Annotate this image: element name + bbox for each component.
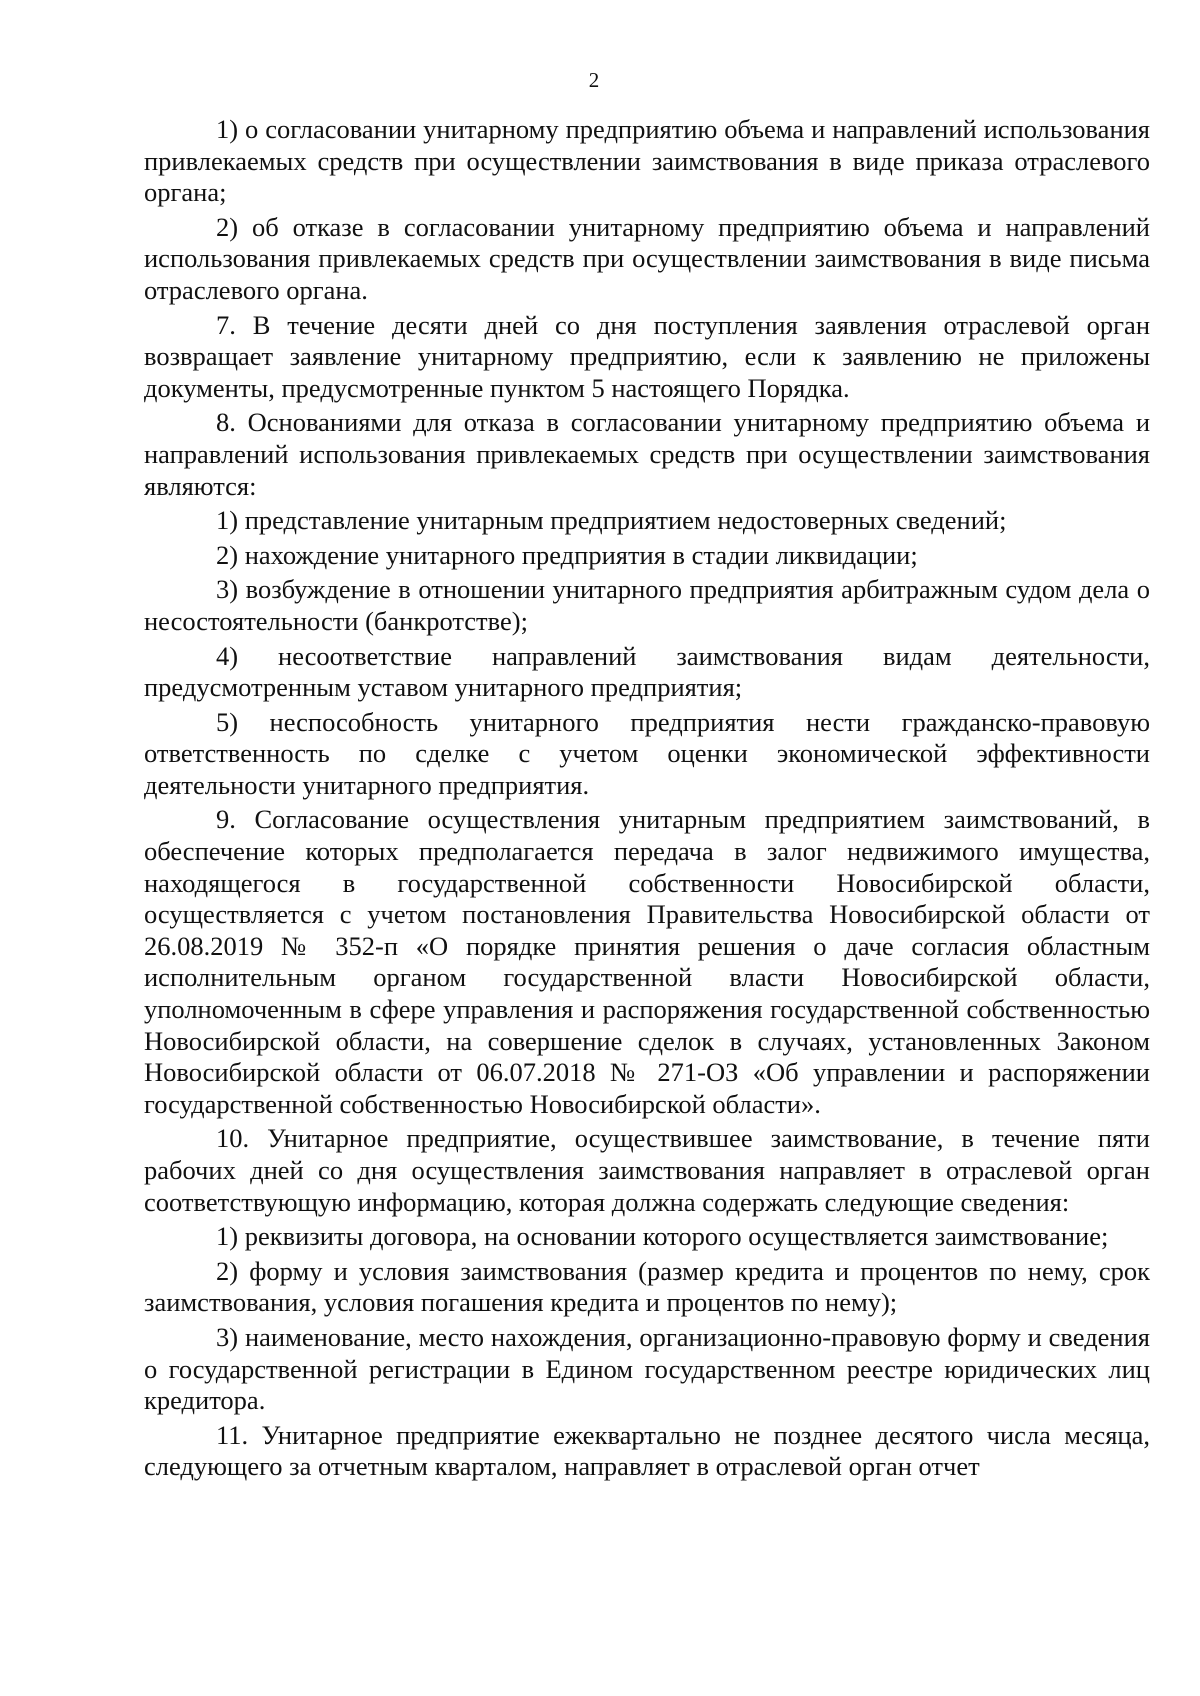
paragraph-item-8-sub-2: 2) нахождение унитарного предприятия в стадии ликвидации; <box>216 539 918 570</box>
paragraph-item-10-sub-2: 2) форму и условия заимствования (размер кредита и процентов по нему, срок заимствования, условия погашения кредита и процентов по нему); <box>144 1255 1150 1318</box>
paragraph-item-8-sub-4: 4) несоответствие направлений заимствования видам деятельности, предусмотренным уставом унитарного предприятия; <box>144 640 1150 703</box>
paragraph-decision-approve: 1) о согласовании унитарному предприятию объема и направлений использования привлекаемых средств при осуществлении заимствования в виде приказа отраслевого органа; <box>144 114 1150 208</box>
paragraph-item-8-sub-3: 3) возбуждение в отношении унитарного предприятия арбитражным судом дела о несостоятельности (банкротстве); <box>144 574 1150 636</box>
paragraph-item-7: 7. В течение десяти дней со дня поступления заявления отраслевой орган возвращает заявление унитарному предприятию, если к заявлению не приложены документы, предусмотренные пунктом 5 настоящего Порядка. <box>144 309 1150 403</box>
paragraph-item-10: 10. Унитарное предприятие, осуществившее заимствование, в течение пяти рабочих дней со дня осуществления заимствования направляет в отраслевой орган соответствующую информацию, которая должна содержать следующие сведения: <box>144 1123 1150 1217</box>
paragraph-item-10-sub-1: 1) реквизиты договора, на основании которого осуществляется заимствование; <box>216 1221 1109 1252</box>
paragraph-item-8-sub-5: 5) неспособность унитарного предприятия нести гражданско-правовую ответственность по сделке с учетом оценки экономической эффективности деятельности унитарного предприятия. <box>144 706 1150 800</box>
paragraph-item-10-sub-3: 3) наименование, место нахождения, организационно-правовую форму и сведения о государственной регистрации в Едином государственном реестре юридических лиц кредитора. <box>144 1321 1150 1416</box>
paragraph-item-11: 11. Унитарное предприятие ежеквартально не позднее десятого числа месяца, следующего за отчетным кварталом, направляет в отраслевой орган отчет <box>144 1419 1150 1482</box>
paragraph-item-9: 9. Согласование осуществления унитарным предприятием заимствований, в обеспечение которых предполагается передача в залог недвижимого имущества, находящегося в государственной собственности Новосибирской области, осуществляется с учетом постановления Правительства Новосибирской области от 26.08.2019 № 352-п «О порядке принятия решения о даче согласия областным исполнительным органом государственной власти Новосибирской области, уполномоченным в сфере управления и распоряжения государственной собственностью Новосибирской области, на совершение сделок в случаях, установленных Законом Новосибирской области от 06.07.2018 № 271-ОЗ «Об управлении и распоряжении государственной собственностью Новосибирской области». <box>144 804 1150 1119</box>
paragraph-item-8: 8. Основаниями для отказа в согласовании унитарному предприятию объема и направлений использования привлекаемых средств при осуществлении заимствования являются: <box>144 407 1150 501</box>
document-body <box>144 114 1150 1486</box>
paragraph-decision-refuse: 2) об отказе в согласовании унитарному предприятию объема и направлений использования привлекаемых средств при осуществлении заимствования в виде письма отраслевого органа. <box>144 211 1150 305</box>
paragraph-item-8-sub-1: 1) представление унитарным предприятием недостоверных сведений; <box>216 505 1007 536</box>
page-number: 2 <box>588 68 600 92</box>
